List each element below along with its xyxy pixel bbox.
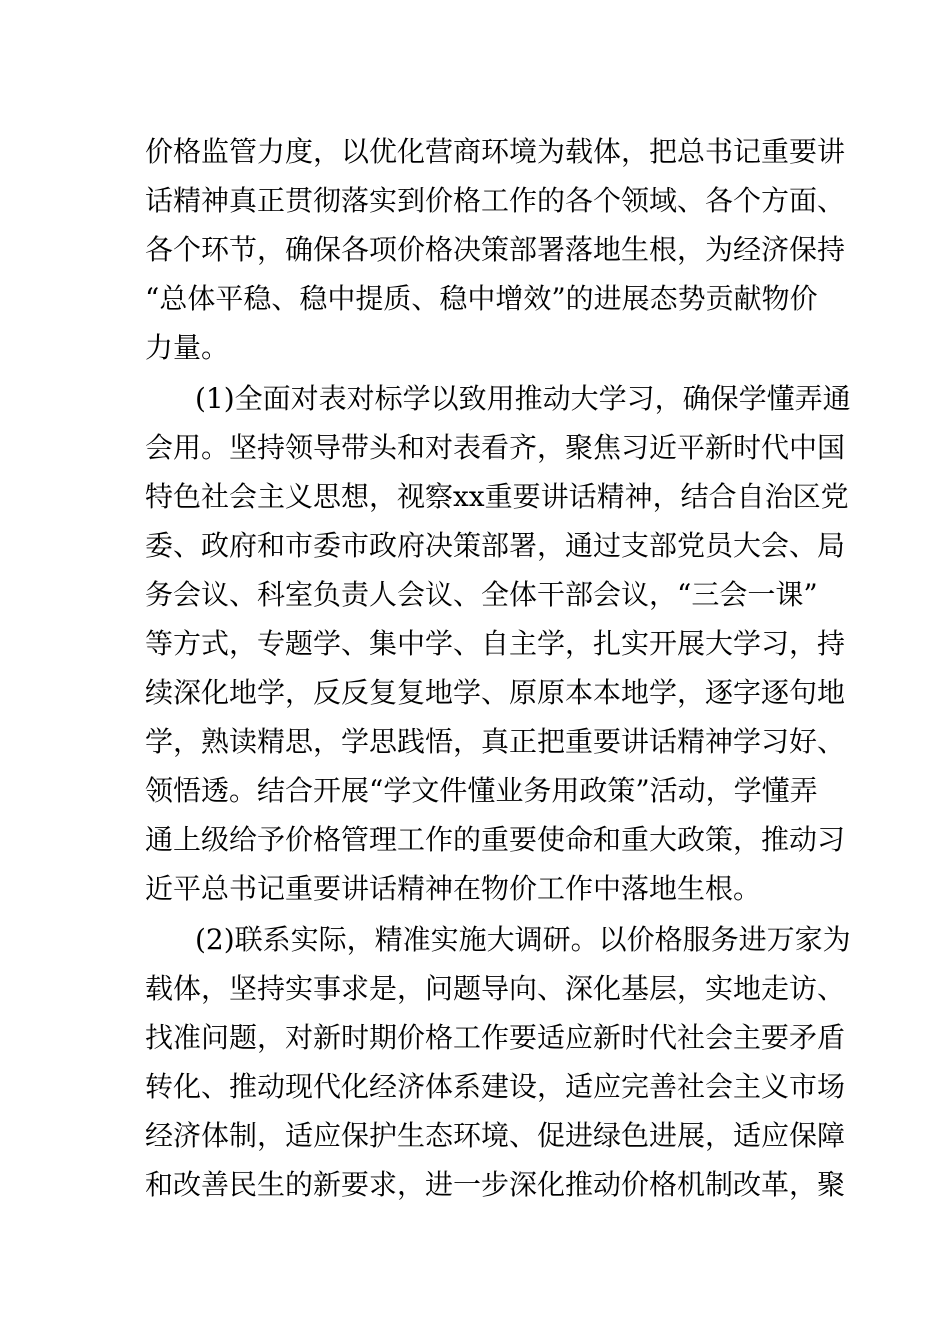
text-line: 价格监管力度，以优化营商环境为载体，把总书记重要讲	[145, 135, 846, 168]
text-line: 特色社会主义思想，视察xx重要讲话精神，结合自治区党	[145, 480, 849, 513]
text-line: 领悟透。结合开展“学文件懂业务用政策”活动，学懂弄	[145, 774, 818, 807]
text-line: 等方式，专题学、集中学、自主学，扎实开展大学习，持	[145, 627, 846, 660]
text-line: 经济体制，适应保护生态环境、促进绿色进展，适应保障	[145, 1119, 846, 1152]
text-line: 话精神真正贯彻落实到价格工作的各个领域、各个方面、	[145, 184, 846, 217]
text-line: 找准问题，对新时期价格工作要适应新时代社会主要矛盾	[145, 1021, 846, 1054]
text-line: 学，熟读精思，学思践悟，真正把重要讲话精神学习好、	[145, 725, 846, 758]
text-line: 务会议、科室负责人会议、全体干部会议，“三会一课”	[145, 578, 818, 611]
text-line: 会用。坚持领导带头和对表看齐，聚焦习近平新时代中国	[145, 431, 846, 464]
paragraph-first-line: (1)全面对表对标学以致用推动大学习，确保学懂弄通	[195, 382, 851, 415]
text-line: 载体，坚持实事求是，问题导向、深化基层，实地走访、	[145, 972, 846, 1005]
text-line: 力量。	[145, 331, 230, 364]
text-line: 续深化地学，反反复复地学、原原本本地学，逐字逐句地	[145, 676, 846, 709]
paragraph-first-line: (2)联系实际，精准实施大调研。以价格服务进万家为	[195, 923, 851, 956]
text-line: 转化、推动现代化经济体系建设，适应完善社会主义市场	[145, 1070, 846, 1103]
text-line: 各个环节，确保各项价格决策部署落地生根，为经济保持	[145, 233, 846, 266]
text-line: 近平总书记重要讲话精神在物价工作中落地生根。	[145, 872, 762, 905]
text-line: 通上级给予价格管理工作的重要使命和重大政策，推动习	[145, 823, 846, 856]
text-line: 委、政府和市委市政府决策部署，通过支部党员大会、局	[145, 529, 846, 562]
text-line: “总体平稳、稳中提质、稳中增效”的进展态势贡献物价	[145, 282, 818, 315]
text-line: 和改善民生的新要求，进一步深化推动价格机制改革，聚	[145, 1168, 846, 1201]
